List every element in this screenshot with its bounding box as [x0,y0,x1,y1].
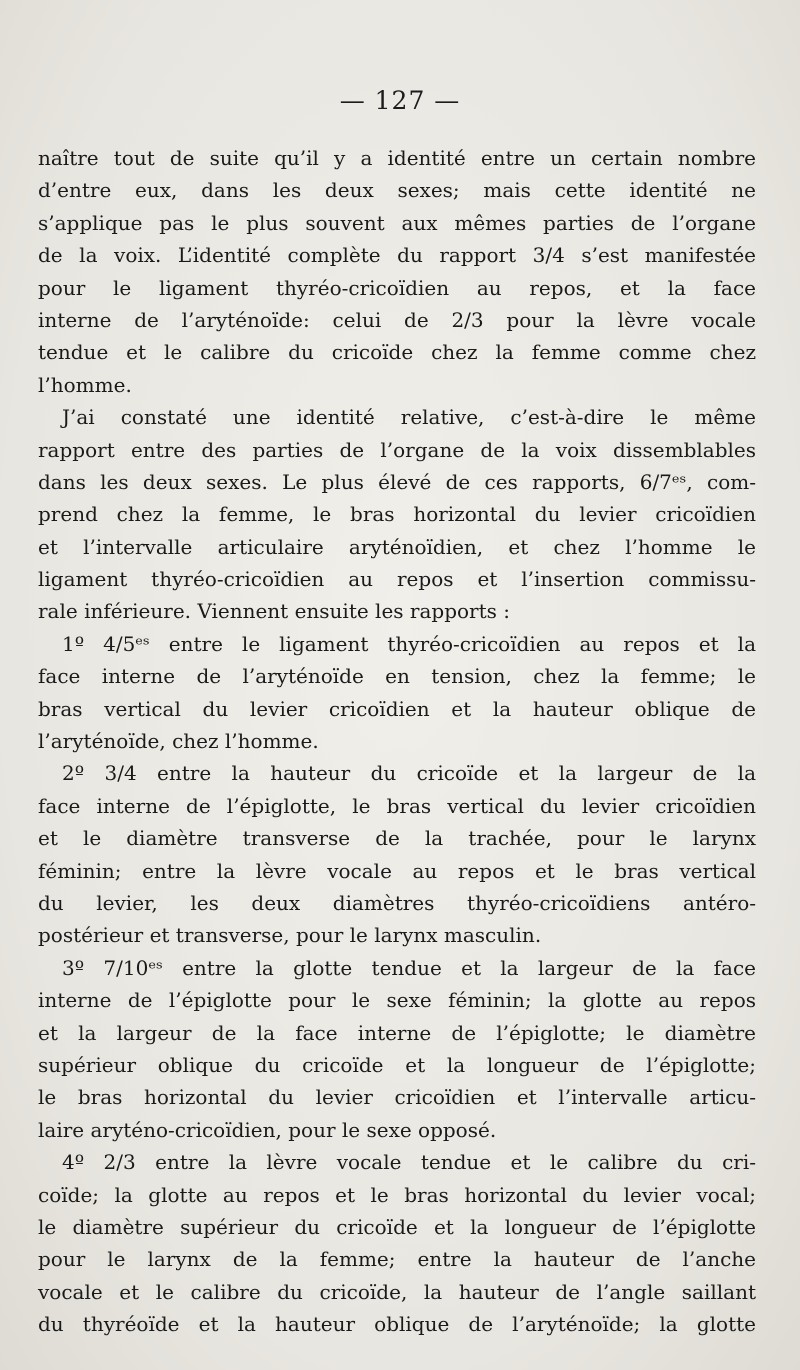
text-line: de la voix. L’identité complète du rapport 3/4 s’est manifestée [38,243,756,268]
text-line: et le diamètre transverse de la trachée, pour le larynx [38,826,756,851]
text-line: rale inférieure. Viennent ensuite les rapports : [38,599,511,624]
text-line: du thyréoïde et la hauteur oblique de l’aryténoïde; la glotte [38,1312,756,1337]
text-line: vocale et le calibre du cricoïde, la hauteur de l’angle saillant [38,1279,756,1304]
text-line: dans les deux sexes. Le plus élevé de ces rapports, 6/7ᵉˢ, com- [38,469,756,494]
text-line: féminin; entre la lèvre vocale au repos et le bras vertical [38,858,756,883]
text-line: 2º 3/4 entre la hauteur du cricoïde et la largeur de la [62,761,756,786]
text-line: J’ai constaté une identité relative, c’est-à-dire le même [62,405,756,430]
text-line: bras vertical du levier cricoïdien et la hauteur oblique de [38,696,756,721]
text-line: l’homme. [38,372,132,397]
text-line: le bras horizontal du levier cricoïdien et l’intervalle articu- [38,1085,756,1110]
text-line: face interne de l’aryténoïde en tension, chez la femme; le [38,664,756,689]
text-line: et l’intervalle articulaire aryténoïdien, et chez l’homme le [38,534,756,559]
text-line: naître tout de suite qu’il y a identité entre un certain nombre [38,146,756,170]
text-line: interne de l’aryténoïde: celui de 2/3 pour la lèvre vocale [38,307,756,332]
text-line: face interne de l’épiglotte, le bras vertical du levier cricoïdien [38,793,756,818]
text-line: d’entre eux, dans les deux sexes; mais cette identité ne [38,178,756,203]
text-line: s’applique pas le plus souvent aux mêmes parties de l’organe [38,210,756,235]
text-line: du levier, les deux diamètres thyréo-cricoïdiens antéro- [38,890,756,915]
text-line: interne de l’épiglotte pour le sexe féminin; la glotte au repos [38,988,756,1013]
text-line: le diamètre supérieur du cricoïde et la longueur de l’épiglotte [38,1214,756,1239]
text-line: prend chez la femme, le bras horizontal du levier cricoïdien [38,502,756,527]
text-line: pour le larynx de la femme; entre la hauteur de l’anche [38,1247,756,1272]
text-line: pour le ligament thyréo-cricoïdien au repos, et la face [38,275,756,300]
text-line: 3º 7/10ᵉˢ entre la glotte tendue et la largeur de la face [62,955,756,980]
text-line: tendue et le calibre du cricoïde chez la femme comme chez [38,340,756,365]
text-line: laire aryténo-cricoïdien, pour le sexe opposé. [38,1117,497,1142]
text-line: et la largeur de la face interne de l’épiglotte; le diamètre [38,1020,756,1045]
body-text [38,142,756,1340]
text-line: ligament thyréo-cricoïdien au repos et l’insertion commissu- [38,567,756,592]
text-line: 4º 2/3 entre la lèvre vocale tendue et le calibre du cri- [62,1150,756,1175]
text-line: supérieur oblique du cricoïde et la longueur de l’épiglotte; [38,1052,756,1077]
text-line: 1º 4/5ᵉˢ entre le ligament thyréo-cricoïdien au repos et la [62,631,756,656]
text-line: rapport entre des parties de l’organe de la voix dissemblables [38,437,756,462]
text-line: coïde; la glotte au repos et le bras horizontal du levier vocal; [38,1182,756,1207]
text-line: l’aryténoïde, chez l’homme. [38,729,319,754]
page-number: — 127 — [339,86,461,115]
text-line: postérieur et transverse, pour le larynx masculin. [38,923,542,948]
